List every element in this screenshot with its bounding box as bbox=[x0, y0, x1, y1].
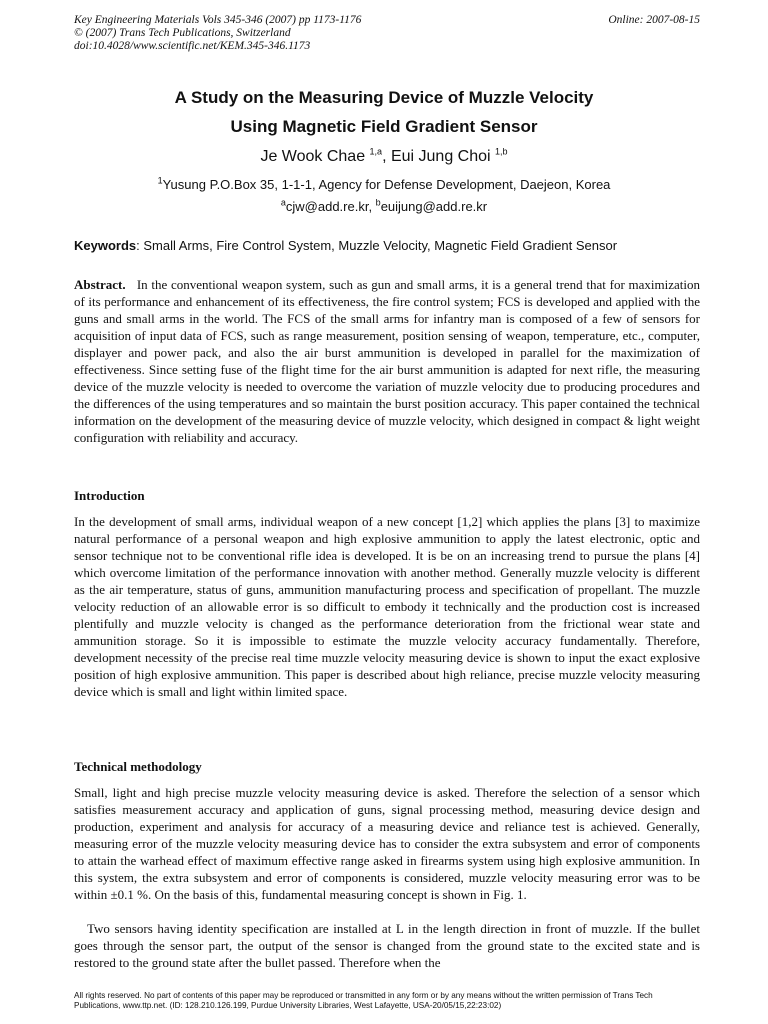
author-2: Eui Jung Choi bbox=[390, 148, 491, 165]
methodology-heading: Technical methodology bbox=[74, 759, 202, 774]
online-date: Online: 2007-08-15 bbox=[608, 14, 700, 26]
affiliation bbox=[0, 177, 768, 192]
journal-citation: Key Engineering Materials Vols 345-346 (2007) pp 1173-1176 bbox=[74, 14, 362, 26]
author-separator: , bbox=[382, 148, 391, 165]
author-2-affil: 1,b bbox=[495, 146, 508, 157]
introduction-heading: Introduction bbox=[74, 488, 145, 503]
copyright-line: © (2007) Trans Tech Publications, Switzerland bbox=[74, 27, 291, 39]
paper-title-line-1: A Study on the Measuring Device of Muzzle Velocity bbox=[174, 88, 594, 107]
author-1-affil: 1,a bbox=[369, 146, 383, 157]
keywords-text: : Small Arms, Fire Control System, Muzzle Velocity, Magnetic Field Gradient Sensor bbox=[136, 238, 618, 253]
paper-title-line-2: Using Magnetic Field Gradient Sensor bbox=[230, 117, 538, 136]
methodology-text-2: Two sensors having identity specification are installed at L in the length direction in front of muzzle. If the bullet goes through the sensor part, the output of the sensor is changed from the ground state to the excited state and is restored to the ground state after the bullet passed. Therefore when the bbox=[74, 921, 700, 970]
doi-line: doi:10.4028/www.scientific.net/KEM.345-346.1173 bbox=[74, 40, 311, 52]
running-header bbox=[74, 14, 700, 53]
email-a: cjw@add.re.kr, bbox=[285, 199, 376, 214]
author-1: Je Wook Chae bbox=[260, 148, 366, 165]
author-emails bbox=[0, 199, 768, 214]
email-b: euijung@add.re.kr bbox=[380, 199, 488, 214]
author-list bbox=[0, 148, 768, 166]
methodology-text: Small, light and high precise muzzle velocity measuring device is asked. Therefore the selection of a sensor which satisfies measurement accuracy and application of guns, signal processing method, measuring device design and production, experiment and analysis for accuracy of a measuring device and reliance test is achieved. Generally, measuring error of the muzzle velocity measuring device has to consider the extra subsystem and error of components to attain the warhead effect of maximum effective range asked in firearms system using high explosive ammunition. In this system, the extra subsystem and error of components is considered, muzzle velocity measuring error was to be within ±0.1 %. On the basis of this, fundamental measuring concept is shown in Fig. 1. bbox=[74, 785, 700, 902]
affiliation-marker: 1 bbox=[157, 175, 163, 186]
introduction-text: In the development of small arms, individual weapon of a new concept [1,2] which applies the plans [3] to maximize natural performance of a personal weapon and high explosive ammunition to apply the latest electronic, optic and sensor technique not to be conventional rifle idea is developed. It is be on an increasing trend to pursue the plans [4] which overcome limitation of the performance innovation with another method. Generally muzzle velocity is different as the air temperature, status of guns, ammunition manufacturing process and specification of propellant. The muzzle velocity reduction of an allowable error is so difficult to embody it technically and the production cost is increased plentifully and muzzle velocity is changed as the performance deterioration from the frictional wear state and ammunition storage. So it is impossible to estimate the muzzle velocity accuracy fundamentally. Therefore, development necessity of the precise real time muzzle velocity measuring device is shown to input the exact explosive position of high explosive ammunition. This paper is described about high reliance, precise muzzle velocity measuring device which is small and light within limited space. bbox=[74, 514, 700, 699]
email-a-marker: a bbox=[280, 197, 286, 208]
affiliation-text: Yusung P.O.Box 35, 1-1-1, Agency for Defense Development, Daejeon, Korea bbox=[162, 177, 611, 192]
email-b-marker: b bbox=[375, 197, 381, 208]
keywords-label: Keywords bbox=[74, 238, 137, 253]
copyright-footer: All rights reserved. No part of contents of this paper may be reproduced or transmitted in any form or by any means without the written permission of Trans Tech Publications, www.ttp.net. (ID: 128.210.126.199, Purdue University Libraries, West Lafayette, USA-20/05/15,22:23:02) bbox=[74, 991, 653, 1010]
abstract-label: Abstract. bbox=[74, 277, 126, 292]
keywords bbox=[74, 238, 700, 253]
abstract-text: In the conventional weapon system, such as gun and small arms, it is a general trend that for maximization of its performance and enhancement of its effectiveness, the fire control system; FCS is developed and applied with the guns and small arms in the world. The FCS of the small arms for infantry man is composed of a few of sensors for acquisition of input data of FCS, such as range measurement, position sensing of weapon, temperature, etc., computer, displayer and power pack, and also the air burst ammunition is developed in parallel for the maximization of effectiveness. Since setting fuse of the flight time for the air burst ammunition is adapted for next rifle, the measuring device of the muzzle velocity is needed to overcome the variation of muzzle velocity due to producing procedures and the differences of the using temperatures and so maintain the burst position accuracy. This paper contained the technical information on the development of the measuring device of muzzle velocity, which designed in compact & light weight configuration with reliability and accuracy. bbox=[74, 277, 701, 445]
abstract bbox=[74, 276, 700, 446]
